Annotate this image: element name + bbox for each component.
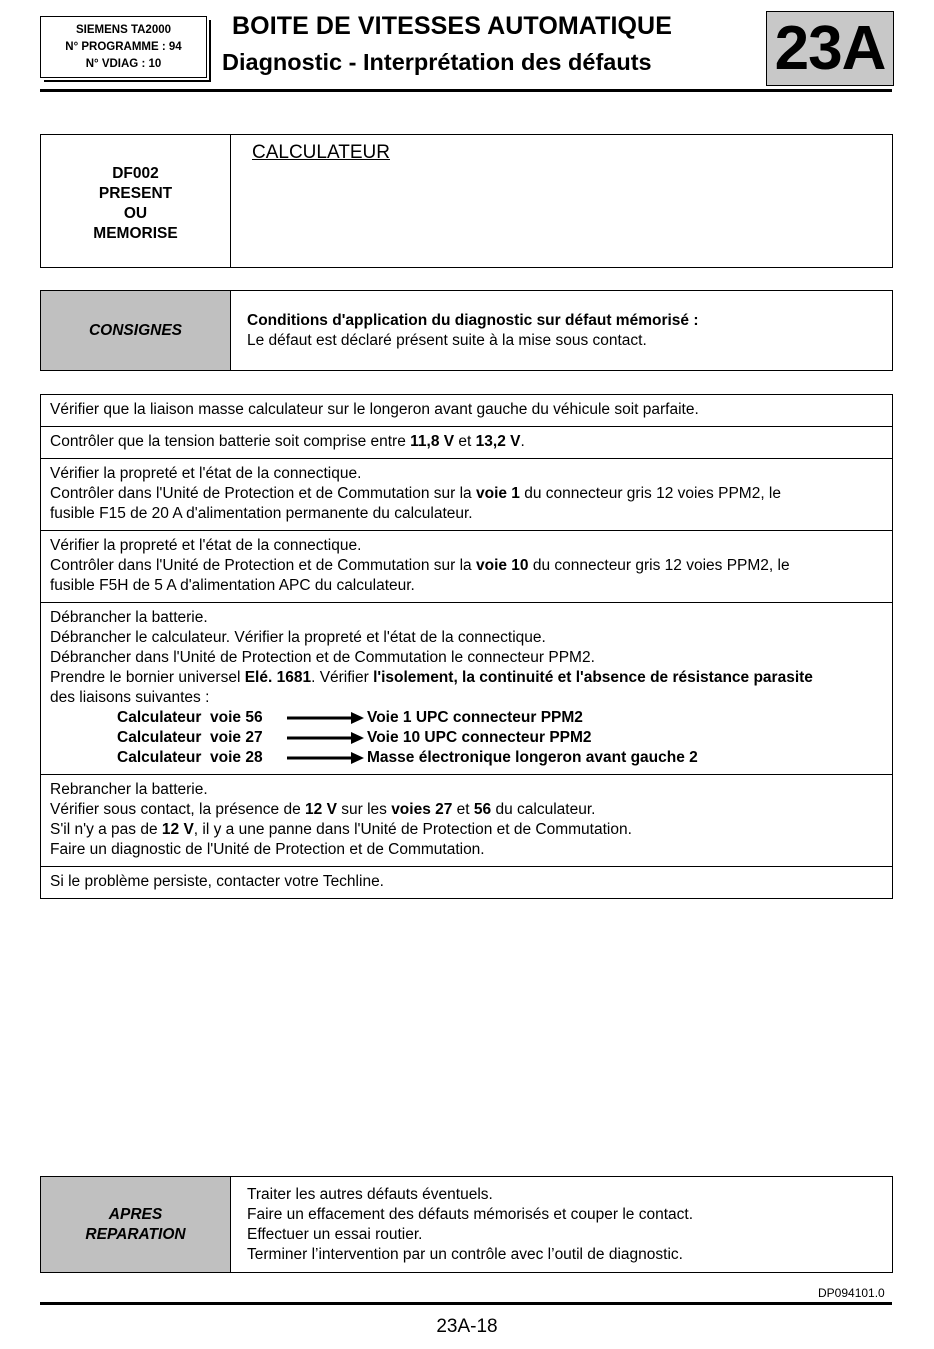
step-fuse-f15 [41,459,893,531]
text-line: Vérifier la propreté et l'état de la connectique. [50,465,362,482]
tool-ref: Elé. 1681 [244,669,312,686]
text-fragment: . [520,433,525,450]
fault-name-cell [231,135,892,267]
table-row [41,775,893,867]
track-ref: voies 27 [391,801,453,818]
after-repair-label-line1: APRES [108,1205,163,1223]
text-fragment: Vérifier sous contact, la présence de [50,801,306,818]
text-line [50,800,883,820]
fault-status-cell [41,135,231,267]
consignes-label-cell [41,291,231,370]
text-fragment: sur les [336,801,392,818]
text-fragment: S'il n'y a pas de [50,821,162,838]
vehicle-info-box [40,16,207,78]
link-from: Calculateur voie 56 [117,709,263,726]
track-ref: voie 10 [475,557,529,574]
voltage-min: 11,8 V [410,433,455,450]
text-line: Débrancher la batterie. [50,609,208,626]
table-row [41,427,893,459]
consignes-heading: Conditions d'application du diagnostic sur défaut mémorisé : [247,312,699,329]
arrow-right-icon [287,711,367,725]
text-line: Faire un diagnostic de l'Unité de Protection et de Commutation. [50,841,485,858]
text-fragment: Prendre le bornier universel [50,669,245,686]
text-fragment: Contrôler dans l'Unité de Protection et de Commutation sur la [50,557,476,574]
page-title: BOITE DE VITESSES AUTOMATIQUE [232,12,672,40]
text-line: Effectuer un essai routier. [247,1226,423,1243]
link-to: Masse électronique longeron avant gauche 2 [367,749,698,766]
arrow-right-icon [287,751,367,765]
text-fragment: du connecteur gris 12 voies PPM2, le [519,485,781,502]
text-fragment: et [452,801,474,818]
header-divider [40,89,892,92]
text-fragment: Contrôler dans l'Unité de Protection et de Commutation sur la [50,485,476,502]
link-row [50,748,883,768]
link-to: Voie 1 UPC connecteur PPM2 [367,709,583,726]
after-repair-box [40,1176,893,1273]
page-subtitle: Diagnostic - Interprétation des défauts [222,49,652,75]
text-line: Terminer l’intervention par un contrôle avec l’outil de diagnostic. [247,1246,683,1263]
after-repair-label-line2: REPARATION [85,1225,186,1243]
voltage-max: 13,2 V [475,433,521,450]
text-line [50,556,883,576]
text-line [50,820,883,840]
text-fragment: et [454,433,476,450]
fault-box [40,134,893,268]
after-repair-text-cell [231,1177,892,1272]
text-line [50,484,883,504]
text-line: Vérifier la propreté et l'état de la connectique. [50,537,362,554]
link-to: Voie 10 UPC connecteur PPM2 [367,729,592,746]
fault-code: DF002 [112,165,159,182]
text-line: des liaisons suivantes : [50,689,210,706]
track-ref: 56 [473,801,492,818]
step-wiring-check [41,603,893,775]
link-row [50,708,883,728]
text-fragment: du calculateur. [491,801,596,818]
consignes-text-cell [231,291,892,370]
table-row [41,531,893,603]
voltage-value: 12 V [161,821,194,838]
text-line: Faire un effacement des défauts mémorisés et couper le contact. [247,1206,694,1223]
link-from: Calculateur voie 28 [117,749,263,766]
arrow-right-icon [287,731,367,745]
info-line-program: N° PROGRAMME : 94 [65,40,182,53]
fault-name: CALCULATEUR [252,142,390,163]
check-type: l'isolement, la continuité et l'absence de résistance parasite [373,669,813,686]
footer-divider [40,1302,892,1305]
table-row [41,603,893,775]
text-line: Rebrancher la batterie. [50,781,208,798]
text-line: Traiter les autres défauts éventuels. [247,1186,493,1203]
text-line: fusible F5H de 5 A d'alimentation APC du calculateur. [50,577,415,594]
fault-status-present: PRESENT [98,185,173,202]
table-row [41,395,893,427]
text-fragment: , il y a une panne dans l'Unité de Protection et de Commutation. [193,821,632,838]
table-row [41,459,893,531]
after-repair-label-cell [41,1177,231,1272]
consignes-box [40,290,893,371]
page-number: 23A-18 [436,1316,498,1337]
info-line-vdiag: N° VDIAG : 10 [85,57,162,70]
fault-status-memorised: MEMORISE [93,225,178,242]
document-reference: DP094101.0 [818,1286,885,1300]
text-fragment: . Vérifier [311,669,374,686]
voltage-value: 12 V [305,801,337,818]
text-fragment: Contrôler que la tension batterie soit comprise entre [50,433,411,450]
info-line-supplier: SIEMENS TA2000 [75,23,171,36]
consignes-label: CONSIGNES [88,321,182,339]
step-fuse-f5h [41,531,893,603]
link-from: Calculateur voie 27 [117,729,263,746]
section-badge: 23A [766,11,894,86]
step-voltage-check [41,775,893,867]
step-battery-voltage [41,427,893,459]
text-fragment: du connecteur gris 12 voies PPM2, le [528,557,790,574]
link-row [50,728,883,748]
text-line [50,668,883,688]
step-ground-check: Vérifier que la liaison masse calculateur sur le longeron avant gauche du véhicule soit parfaite. [41,395,893,427]
step-contact-techline: Si le problème persiste, contacter votre Techline. [41,867,893,899]
consignes-text: Le défaut est déclaré présent suite à la mise sous contact. [247,332,647,349]
text-line: Débrancher le calculateur. Vérifier la propreté et l'état de la connectique. [50,629,546,646]
track-ref: voie 1 [475,485,520,502]
fault-status-or: OU [123,205,148,222]
diagnostic-steps-table [40,394,893,899]
text-line: Débrancher dans l'Unité de Protection et de Commutation le connecteur PPM2. [50,649,595,666]
text-line: fusible F15 de 20 A d'alimentation permanente du calculateur. [50,505,473,522]
table-row [41,867,893,899]
